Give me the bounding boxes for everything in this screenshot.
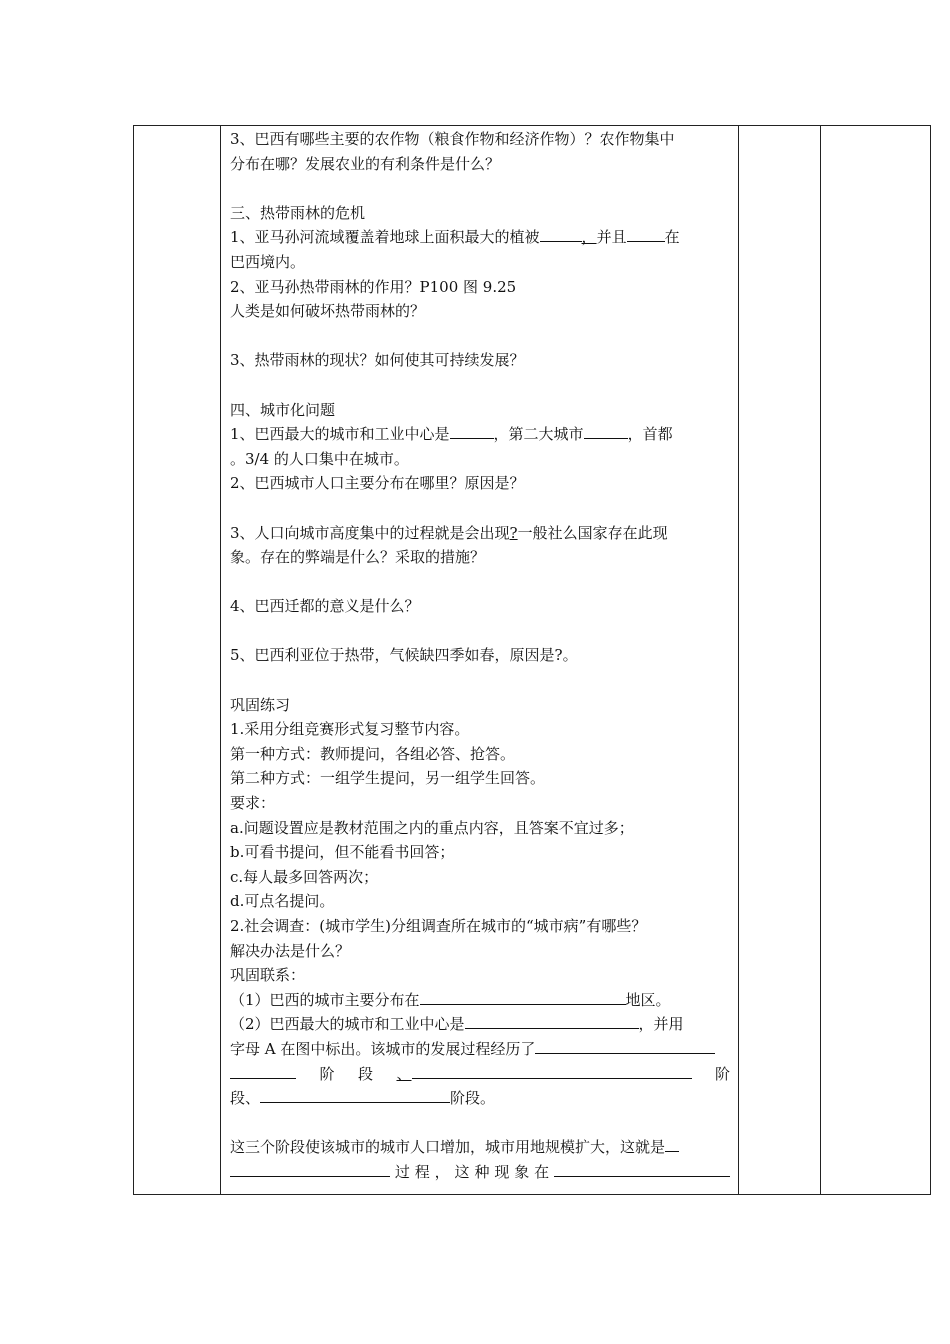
fill-text: 过: [394, 1162, 410, 1181]
fill-line: [230, 1086, 738, 1111]
text-line: c.每人最多回答两次；: [230, 867, 379, 886]
section-heading-urbanization: 四、城市化问题: [230, 400, 336, 419]
fill-line: [230, 1160, 730, 1185]
question-line: [230, 422, 738, 447]
question-text: 并且: [596, 228, 627, 247]
fill-text: 现: [494, 1162, 510, 1181]
answer-blank: [540, 225, 582, 242]
answer-blank: [665, 1135, 679, 1152]
fill-text: 、: [396, 1064, 412, 1083]
text-line: 第二种方式：一组学生提问，另一组学生回答。: [230, 769, 546, 788]
text-line: 要求：: [230, 794, 276, 813]
text-line: 1.采用分组竞赛形式复习整节内容。: [230, 720, 470, 739]
answer-blank: [230, 1062, 296, 1079]
text-line: 人类是如何破坏热带雨林的？: [230, 302, 426, 321]
question-text: 3、人口向城市高度集中的过程就是会出现: [230, 523, 510, 542]
text-line: 2、亚马孙热带雨林的作用？P100 图 9.25: [230, 277, 517, 296]
text-line: 第一种方式：教师提问，各组必答、抢答。: [230, 744, 516, 763]
column-divider-3: [820, 126, 821, 1194]
text-line: 4、巴西迁都的意义是什么？: [230, 597, 420, 616]
fill-text: （2）巴西最大的城市和工业中心是: [230, 1015, 465, 1034]
question-line: [230, 521, 738, 546]
fill-text: 象: [514, 1162, 530, 1181]
answer-blank: [450, 422, 494, 439]
text-line: 3、热带雨林的现状？如何使其可持续发展？: [230, 351, 525, 370]
text-line: 解决办法是什么？: [230, 941, 351, 960]
question-text: ?: [509, 523, 518, 542]
text-line: 巴西境内。: [230, 252, 306, 271]
fill-text: 在: [534, 1162, 550, 1181]
text-line: a.问题设置应是教材范围之内的重点内容，且答案不宜过多；: [230, 818, 634, 837]
question-text: 1、亚马孙河流域覆盖着地球上面积最大的植被: [230, 228, 540, 247]
text-line: 2.社会调查：(城市学生)分组调查所在城市的“城市病”有哪些？: [230, 917, 647, 935]
fill-text: 这三个阶段使该城市的城市人口增加，城市用地规模扩大，这就是: [230, 1138, 666, 1157]
fill-line: [230, 1037, 738, 1062]
fill-text: 阶: [319, 1064, 335, 1083]
text-line: 分布在哪？发展农业的有利条件是什么？: [230, 154, 501, 173]
fill-text: 字母 A 在图中标出。该城市的发展过程经历了: [230, 1039, 536, 1058]
fill-text: 阶: [714, 1064, 730, 1083]
text-line: d.可点名提问。: [230, 892, 335, 911]
fill-text: 地区。: [625, 990, 671, 1009]
answer-blank: [465, 1012, 639, 1029]
section-heading-rainforest: 三、热带雨林的危机: [230, 203, 366, 222]
answer-blank: [535, 1037, 715, 1054]
answer-blank: [412, 1062, 692, 1079]
answer-blank: [420, 988, 626, 1005]
fill-text: 段、: [230, 1089, 261, 1108]
fill-line: [230, 988, 738, 1013]
question-text: 在: [664, 228, 680, 247]
fill-line: [230, 1012, 738, 1037]
column-divider-1: [220, 126, 221, 1194]
question-text: ，第二大城市: [493, 425, 584, 444]
answer-blank: [584, 422, 628, 439]
fill-text: 段: [357, 1064, 373, 1083]
answer-blank: [260, 1086, 450, 1103]
fill-text: ，: [434, 1162, 450, 1181]
fill-text: [396, 1062, 691, 1087]
text-line: 5、巴西利亚位于热带，气候缺四季如春，原因是?。: [230, 646, 578, 665]
fill-text: 种: [474, 1162, 490, 1181]
text-line: 2、巴西城市人口主要分布在哪里？原因是？: [230, 474, 525, 493]
column-divider-2: [738, 126, 739, 1194]
text-line: b.可看书提问，但不能看书回答；: [230, 843, 455, 862]
answer-blank: [627, 225, 665, 242]
text-line: 巩固联系：: [230, 966, 306, 985]
fill-line: [230, 1135, 738, 1160]
answer-blank: [230, 1160, 390, 1177]
answer-blank: [554, 1160, 730, 1177]
fill-text: 这: [454, 1162, 470, 1181]
text-line: 象。存在的弊端是什么？采取的措施？: [230, 548, 486, 567]
question-text: 一般社么国家存在此现: [517, 523, 668, 542]
fill-text: 阶段。: [450, 1089, 496, 1108]
fill-line: [230, 1062, 730, 1087]
text-line: 。3/4 的人口集中在城市。: [230, 449, 409, 468]
fill-text: 程: [414, 1162, 430, 1181]
fill-text: （1）巴西的城市主要分布在: [230, 990, 420, 1009]
question-text: ，首都: [627, 425, 673, 444]
text-line: 3、巴西有哪些主要的农作物（粮食作物和经济作物）？农作物集中: [230, 130, 675, 148]
lesson-content: [230, 126, 738, 1185]
lesson-table: [133, 125, 931, 1195]
question-line: [230, 225, 738, 250]
fill-text: ，并用: [638, 1015, 684, 1034]
section-heading-practice: 巩固练习: [230, 695, 291, 714]
question-text: ，: [581, 228, 597, 247]
question-text: 1、巴西最大的城市和工业中心是: [230, 425, 450, 444]
